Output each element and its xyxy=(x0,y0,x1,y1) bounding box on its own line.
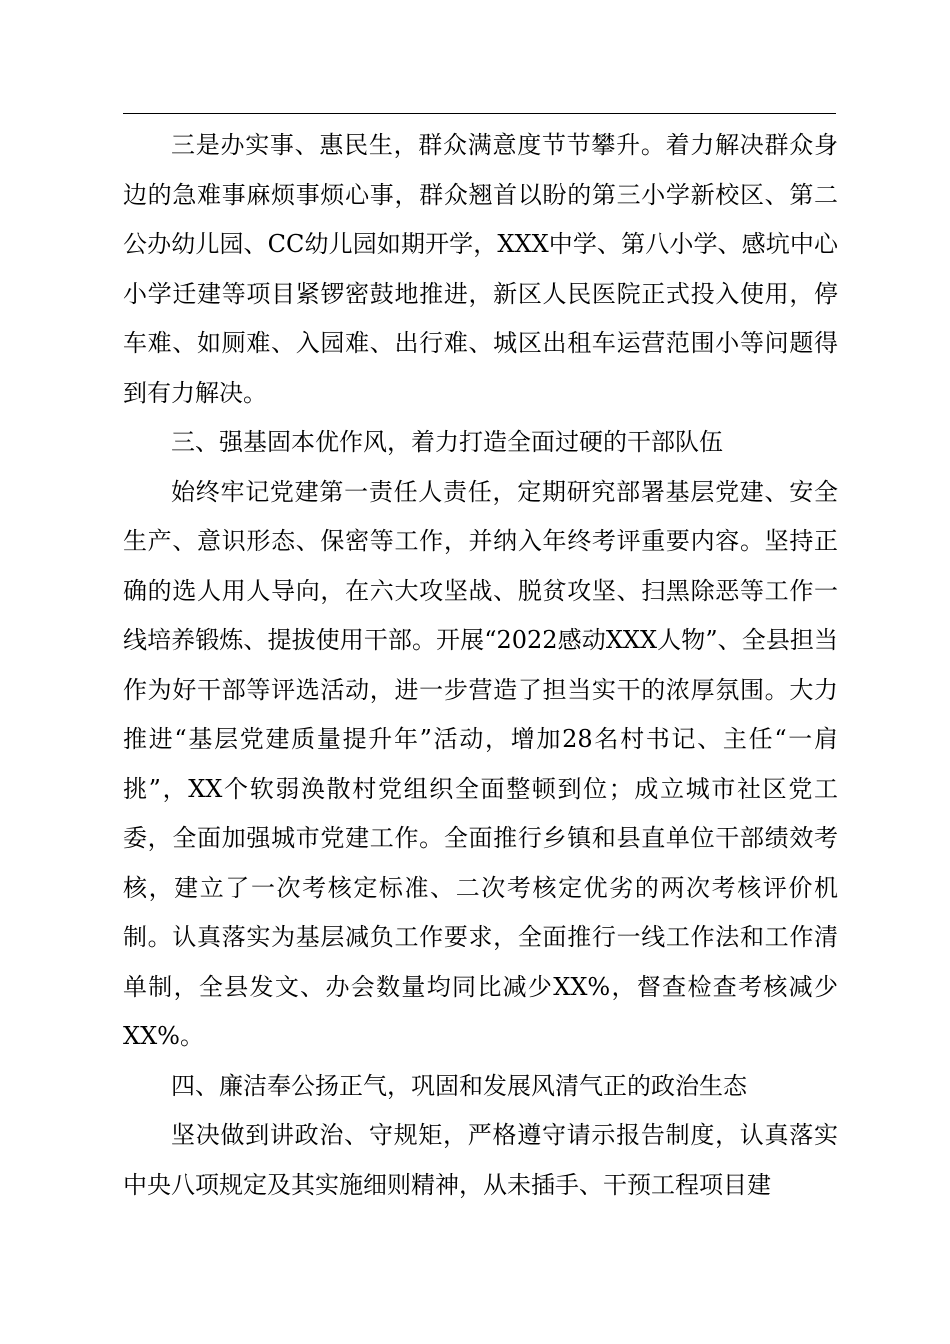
header-rule xyxy=(123,113,836,114)
section-heading-three: 三、强基固本优作风，着力打造全面过硬的干部队伍 xyxy=(171,428,723,456)
paragraph-livelihood: 三是办实事、惠民生，群众满意度节节攀升。着力解决群众身边的急难事麻烦事烦心事，群众翘首以盼的第三小学新校区、第二公办幼儿园、CC幼儿园如期开学，XXX中学、第八小学、感坑中心小学迁建等项目紧锣密鼓地推进，新区人民医院正式投入使用，停车难、如厕难、入园难、出行难、城区出租车运营范围小等问题得到有力解决。 xyxy=(123,131,838,407)
paragraph-party-building: 始终牢记党建第一责任人责任，定期研究部署基层党建、安全生产、意识形态、保密等工作，并纳入年终考评重要内容。坚持正确的选人用人导向，在六大攻坚战、脱贫攻坚、扫黑除恶等工作一线培养锻炼、提拔使用干部。开展“2022感动XXX人物”、全县担当作为好干部等评选活动，进一步营造了担当实干的浓厚氛围。大力推进“基层党建质量提升年”活动，增加28名村书记、主任“一肩挑”，XX个软弱涣散村党组织全面整顿到位；成立城市社区党工委，全面加强城市党建工作。全面推行乡镇和县直单位干部绩效考核，建立了一次考核定标准、二次考核定优劣的两次考核评价机制。认真落实为基层减负工作要求，全面推行一线工作法和工作清单制，全县发文、办会数量均同比减少XX%，督查检查考核减少XX%。 xyxy=(123,477,838,1050)
paragraph-integrity: 坚决做到讲政治、守规矩，严格遵守请示报告制度，认真落实中央八项规定及其实施细则精神，从未插手、干预工程项目建 xyxy=(123,1121,838,1199)
section-heading-four: 四、廉洁奉公扬正气，巩固和发展风清气正的政治生态 xyxy=(171,1071,747,1100)
document-body xyxy=(123,121,838,1210)
